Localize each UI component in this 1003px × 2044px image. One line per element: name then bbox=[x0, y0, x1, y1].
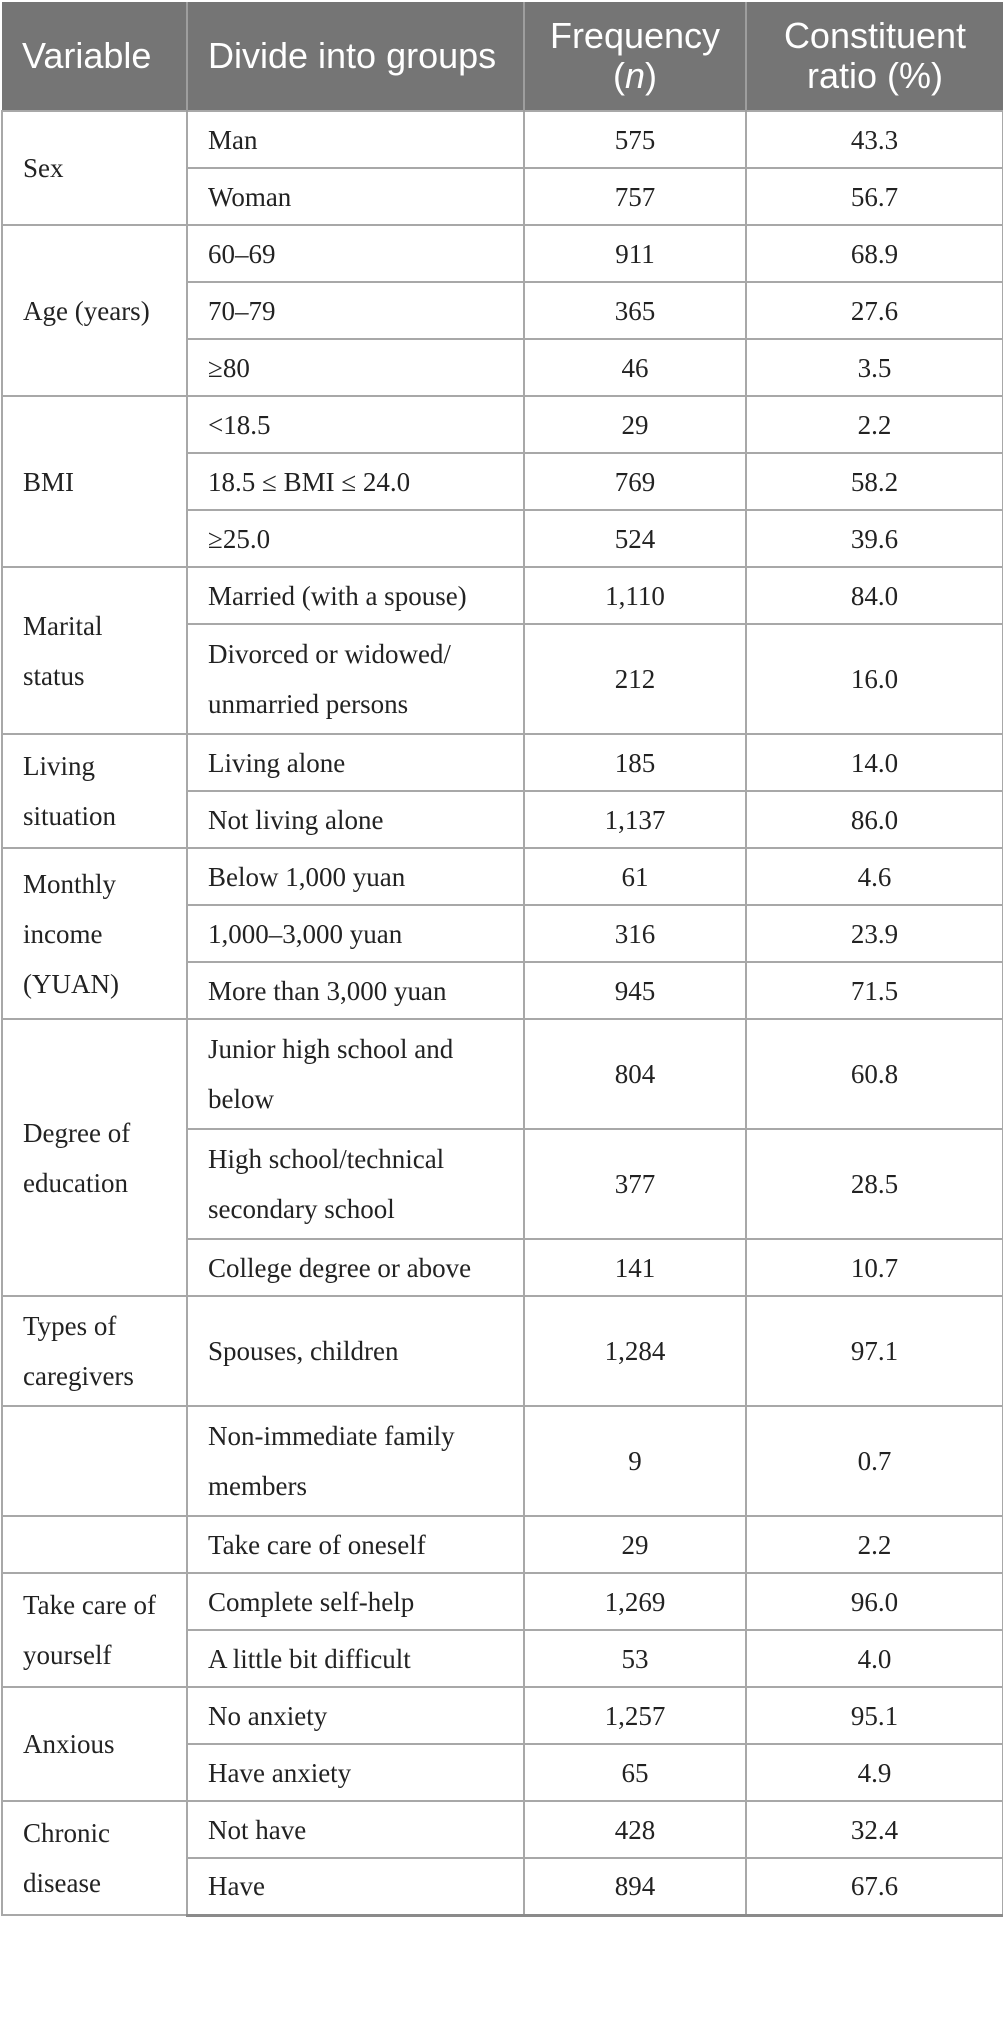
group-cell: Junior high school and below bbox=[187, 1019, 524, 1129]
ratio-cell: 0.7 bbox=[746, 1406, 1003, 1516]
variable-cell: Anxious bbox=[2, 1687, 187, 1801]
ratio-cell: 23.9 bbox=[746, 905, 1003, 962]
table-row bbox=[2, 848, 1003, 905]
frequency-cell: 757 bbox=[524, 168, 746, 225]
group-cell: Woman bbox=[187, 168, 524, 225]
group-cell: Living alone bbox=[187, 734, 524, 791]
table-row bbox=[2, 734, 1003, 791]
header-frequency: Frequency (n) bbox=[524, 2, 746, 111]
group-cell: 1,000–3,000 yuan bbox=[187, 905, 524, 962]
frequency-cell: 9 bbox=[524, 1406, 746, 1516]
data-table bbox=[1, 2, 1003, 1917]
ratio-cell: 4.9 bbox=[746, 1744, 1003, 1801]
frequency-cell: 53 bbox=[524, 1630, 746, 1687]
table-body bbox=[2, 111, 1003, 1915]
frequency-cell: 945 bbox=[524, 962, 746, 1019]
frequency-cell: 575 bbox=[524, 111, 746, 168]
table-row bbox=[2, 1573, 1003, 1630]
ratio-cell: 28.5 bbox=[746, 1129, 1003, 1239]
table-row bbox=[2, 1019, 1003, 1129]
header-row bbox=[2, 2, 1003, 111]
header-frequency-label: Frequency bbox=[549, 15, 721, 56]
ratio-cell: 10.7 bbox=[746, 1239, 1003, 1296]
frequency-cell: 1,110 bbox=[524, 567, 746, 624]
frequency-cell: 769 bbox=[524, 453, 746, 510]
variable-cell: Monthly income (YUAN) bbox=[2, 848, 187, 1019]
ratio-cell: 2.2 bbox=[746, 1516, 1003, 1573]
ratio-cell: 3.5 bbox=[746, 339, 1003, 396]
variable-cell: Living situation bbox=[2, 734, 187, 848]
variable-cell: Types of caregivers bbox=[2, 1296, 187, 1406]
variable-cell bbox=[2, 1406, 187, 1516]
group-cell: Take care of oneself bbox=[187, 1516, 524, 1573]
table-row bbox=[2, 1406, 1003, 1516]
group-cell: 70–79 bbox=[187, 282, 524, 339]
group-cell: <18.5 bbox=[187, 396, 524, 453]
table-row bbox=[2, 1296, 1003, 1406]
ratio-cell: 67.6 bbox=[746, 1858, 1003, 1915]
frequency-cell: 524 bbox=[524, 510, 746, 567]
variable-cell: BMI bbox=[2, 396, 187, 567]
frequency-cell: 61 bbox=[524, 848, 746, 905]
frequency-cell: 365 bbox=[524, 282, 746, 339]
frequency-cell: 428 bbox=[524, 1801, 746, 1858]
group-cell: 60–69 bbox=[187, 225, 524, 282]
group-cell: Below 1,000 yuan bbox=[187, 848, 524, 905]
ratio-cell: 68.9 bbox=[746, 225, 1003, 282]
group-cell: 18.5 ≤ BMI ≤ 24.0 bbox=[187, 453, 524, 510]
ratio-cell: 95.1 bbox=[746, 1687, 1003, 1744]
variable-cell: Degree of education bbox=[2, 1019, 187, 1296]
frequency-cell: 1,269 bbox=[524, 1573, 746, 1630]
frequency-cell: 29 bbox=[524, 396, 746, 453]
ratio-cell: 58.2 bbox=[746, 453, 1003, 510]
frequency-cell: 911 bbox=[524, 225, 746, 282]
table-row bbox=[2, 396, 1003, 453]
frequency-cell: 377 bbox=[524, 1129, 746, 1239]
group-cell: Complete self-help bbox=[187, 1573, 524, 1630]
group-cell: Non-immediate family members bbox=[187, 1406, 524, 1516]
table-row bbox=[2, 567, 1003, 624]
ratio-cell: 43.3 bbox=[746, 111, 1003, 168]
group-cell: A little bit difficult bbox=[187, 1630, 524, 1687]
frequency-cell: 46 bbox=[524, 339, 746, 396]
group-cell: High school/technical secondary school bbox=[187, 1129, 524, 1239]
frequency-cell: 185 bbox=[524, 734, 746, 791]
group-cell: College degree or above bbox=[187, 1239, 524, 1296]
ratio-cell: 4.0 bbox=[746, 1630, 1003, 1687]
group-cell: Divorced or widowed/ unmarried persons bbox=[187, 624, 524, 734]
header-group: Divide into groups bbox=[187, 2, 524, 111]
ratio-cell: 32.4 bbox=[746, 1801, 1003, 1858]
ratio-cell: 27.6 bbox=[746, 282, 1003, 339]
table-row bbox=[2, 225, 1003, 282]
header-variable: Variable bbox=[2, 2, 187, 111]
group-cell: Have bbox=[187, 1858, 524, 1915]
frequency-cell: 212 bbox=[524, 624, 746, 734]
header-ratio: Constituent ratio (%) bbox=[746, 2, 1003, 111]
frequency-cell: 316 bbox=[524, 905, 746, 962]
group-cell: Not living alone bbox=[187, 791, 524, 848]
ratio-cell: 84.0 bbox=[746, 567, 1003, 624]
group-cell: No anxiety bbox=[187, 1687, 524, 1744]
ratio-cell: 56.7 bbox=[746, 168, 1003, 225]
frequency-cell: 65 bbox=[524, 1744, 746, 1801]
frequency-cell: 1,257 bbox=[524, 1687, 746, 1744]
table-row bbox=[2, 111, 1003, 168]
ratio-cell: 2.2 bbox=[746, 396, 1003, 453]
table-row bbox=[2, 1687, 1003, 1744]
frequency-cell: 1,284 bbox=[524, 1296, 746, 1406]
frequency-cell: 804 bbox=[524, 1019, 746, 1129]
table-row bbox=[2, 1801, 1003, 1858]
group-cell: Have anxiety bbox=[187, 1744, 524, 1801]
ratio-cell: 60.8 bbox=[746, 1019, 1003, 1129]
ratio-cell: 86.0 bbox=[746, 791, 1003, 848]
frequency-cell: 29 bbox=[524, 1516, 746, 1573]
ratio-cell: 96.0 bbox=[746, 1573, 1003, 1630]
group-cell: ≥80 bbox=[187, 339, 524, 396]
group-cell: Spouses, children bbox=[187, 1296, 524, 1406]
group-cell: Not have bbox=[187, 1801, 524, 1858]
group-cell: Man bbox=[187, 111, 524, 168]
variable-cell: Take care of yourself bbox=[2, 1573, 187, 1687]
group-cell: More than 3,000 yuan bbox=[187, 962, 524, 1019]
variable-cell: Age (years) bbox=[2, 225, 187, 396]
ratio-cell: 4.6 bbox=[746, 848, 1003, 905]
frequency-cell: 141 bbox=[524, 1239, 746, 1296]
variable-cell: Chronic disease bbox=[2, 1801, 187, 1915]
group-cell: Married (with a spouse) bbox=[187, 567, 524, 624]
ratio-cell: 71.5 bbox=[746, 962, 1003, 1019]
frequency-cell: 894 bbox=[524, 1858, 746, 1915]
table-row bbox=[2, 1516, 1003, 1573]
ratio-cell: 14.0 bbox=[746, 734, 1003, 791]
variable-cell: Sex bbox=[2, 111, 187, 225]
variable-cell: Marital status bbox=[2, 567, 187, 734]
ratio-cell: 39.6 bbox=[746, 510, 1003, 567]
variable-cell bbox=[2, 1516, 187, 1573]
frequency-cell: 1,137 bbox=[524, 791, 746, 848]
header-frequency-n: n bbox=[624, 55, 646, 96]
group-cell: ≥25.0 bbox=[187, 510, 524, 567]
ratio-cell: 97.1 bbox=[746, 1296, 1003, 1406]
ratio-cell: 16.0 bbox=[746, 624, 1003, 734]
